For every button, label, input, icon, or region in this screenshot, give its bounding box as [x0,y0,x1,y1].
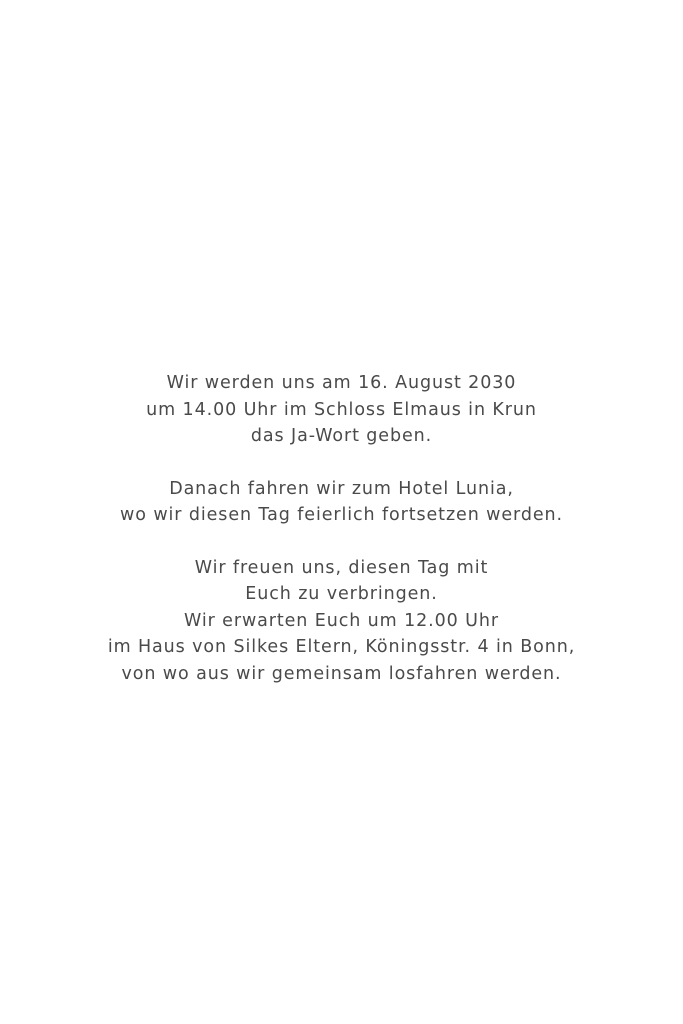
invitation-text [0,370,683,713]
meeting-departure-line: von wo aus wir gemeinsam losfahren werden. [121,663,562,684]
meeting-paragraph [0,555,683,688]
meeting-intro-line-2: Euch zu verbringen. [245,584,438,604]
ceremony-date-line: Wir werden uns am 16. August 2030 [166,373,517,393]
meeting-time-line: Wir erwarten Euch um 12.00 Uhr [184,610,499,631]
reception-paragraph [0,476,683,529]
ceremony-time-location-line: um 14.00 Uhr im Schloss Elmaus in Krun [146,399,537,420]
meeting-address-line: im Haus von Silkes Eltern, Köningsstr. 4 in Bonn, [107,637,576,657]
reception-hotel-line: Danach fahren wir zum Hotel Lunia, [169,478,514,499]
ceremony-paragraph [0,370,683,450]
meeting-intro-line: Wir freuen uns, diesen Tag mit [194,557,489,578]
reception-celebration-line: wo wir diesen Tag feierlich fortsetzen werden. [120,505,563,525]
ceremony-vow-line: das Ja-Wort geben. [250,426,433,446]
